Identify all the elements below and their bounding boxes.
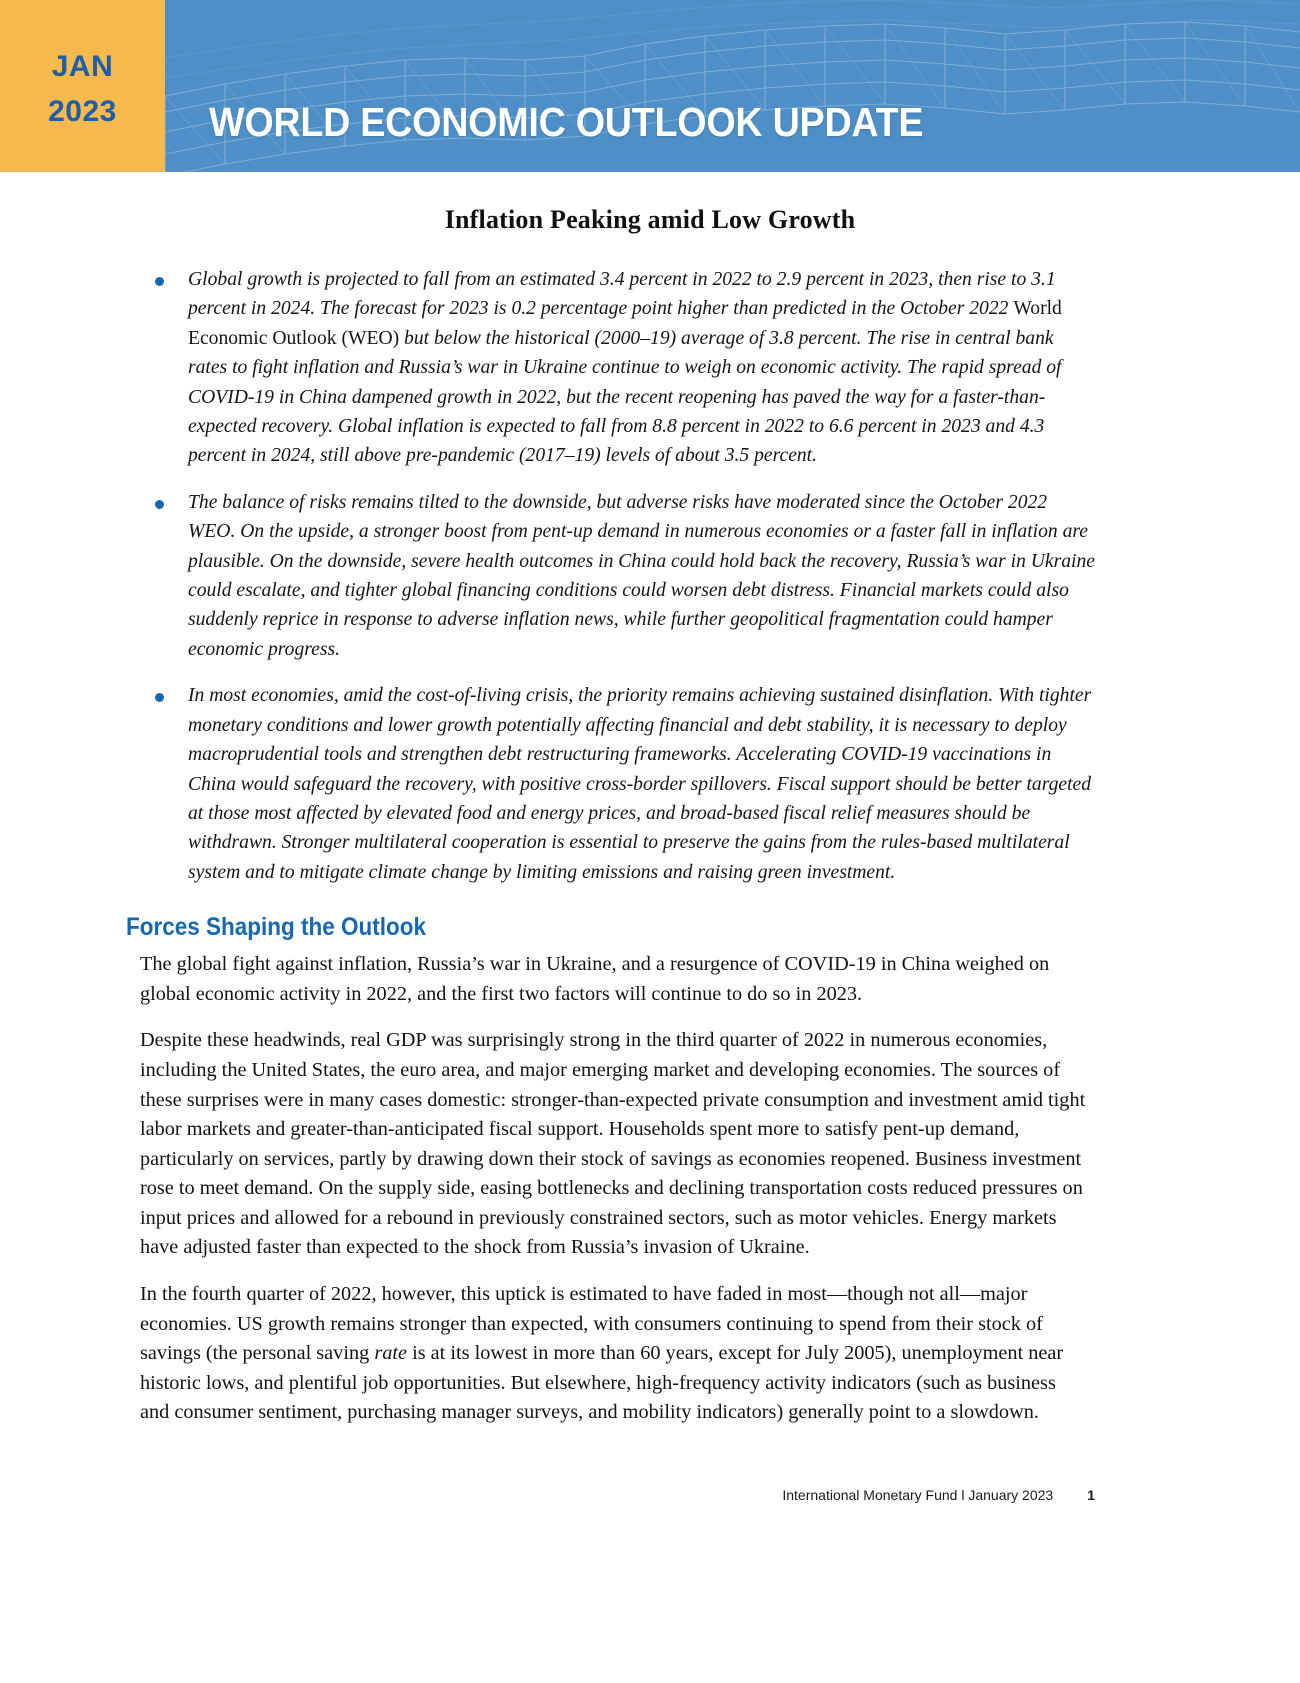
banner-title: WORLD ECONOMIC OUTLOOK UPDATE — [209, 99, 924, 145]
key-points-list — [0, 265, 1300, 887]
wireframe-mesh-graphic — [165, 0, 1300, 172]
list-item — [0, 488, 1300, 664]
banner-main — [165, 0, 1300, 172]
body-paragraph-3 — [0, 1280, 1300, 1428]
body-paragraph-2: Despite these headwinds, real GDP was surprisingly strong in the third quarter of 2022 in numerous economies, including the United States, the euro area, and major emerging market and developing economies. The sources of these surprises were in many cases domestic: stronger-than-expected private consumption and investment amid tight labor markets and greater-than-anticipated fiscal support. Households spent more to satisfy pent-up demand, particularly on services, partly by drawing down their stock of savings as economies reopened. Business investment rose to meet demand. On the supply side, easing bottlenecks and declining transportation costs reduced pressures on input prices and allowed for a rebound in previously constrained sectors, such as motor vehicles. Energy markets have adjusted faster than expected to the shock from Russia’s invasion of Ukraine. — [140, 1029, 1086, 1259]
list-item — [0, 681, 1300, 887]
bullet-text-3: In most economies, amid the cost-of-living crisis, the priority remains achieving sustained disinflation. With tighter monetary conditions and lower growth potentially affecting financial and debt stability, it is necessary to deploy macroprudential tools and strengthen debt restructuring frameworks. Accelerating COVID-19 vaccinations in China would safeguard the recovery, with positive cross-border spillovers. Fiscal support should be better targeted at those most affected by elevated food and energy prices, and broad-based fiscal relief measures should be withdrawn. Stronger multilateral cooperation is essential to preserve the gains from the rules-based multilateral system and to mitigate climate change by limiting emissions and raising green investment. — [188, 685, 1092, 883]
banner-year: 2023 — [48, 95, 117, 128]
para3-part1: In the fourth quarter of 2022, however, this uptick is estimated to have faded in most—though not all—major economies. US growth remains stronger than expected, with consumers continuing to spend from their stock of savings (the personal saving — [140, 1283, 1043, 1365]
page-title: Inflation Peaking amid Low Growth — [444, 205, 856, 234]
para3-part2: is at its lowest in more than 60 years, except for July 2005), unemployment near historic lows, and plentiful job opportunities. But elsewhere, high-frequency activity indicators (such as business and consumer sentiment, purchasing manager surveys, and mobility indicators) generally point to a slowdown. — [140, 1342, 1064, 1424]
banner-month: JAN — [51, 50, 114, 83]
bullet-1-part2: but below the historical (2000–19) average of 3.8 percent. The rise in central bank rates to fight inflation and Russia’s war in Ukraine continue to weigh on economic activity. The rapid spread of COVID-19 in China dampened growth in 2022, but the recent reopening has paved the way for a faster-than-expected recovery. Global inflation is expected to fall from 8.8 percent in 2022 to 6.6 percent in 2023 and 4.3 percent in 2024, still above pre-pandemic (2017–19) levels of about 3.5 percent. — [188, 327, 1062, 467]
footer-text: International Monetary Fund l January 2023 — [782, 1487, 1054, 1503]
body-paragraph-1: The global fight against inflation, Russia’s war in Ukraine, and a resurgence of COVID-19 in China weighed on global economic activity in 2022, and the first two factors will continue to do so in 2023. — [140, 953, 1050, 1005]
banner-date-block — [0, 0, 165, 172]
bullet-1-roman: World Economic Outlook (WEO) — [188, 298, 1062, 349]
page-footer — [0, 1487, 1300, 1503]
list-item — [0, 265, 1300, 471]
document-content — [0, 205, 1300, 1428]
bullet-text-2: The balance of risks remains tilted to the downside, but adverse risks have moderated since the October 2022 WEO. On the upside, a stronger boost from pent-up demand in numerous economies or a faster fall in inflation are plausible. On the downside, severe health outcomes in China could hold back the recovery, Russia’s war in Ukraine could escalate, and tighter global financing conditions could worsen debt distress. Financial markets could also suddenly reprice in response to adverse inflation news, while further geopolitical fragmentation could hamper economic progress. — [188, 491, 1095, 660]
page-number: 1 — [1087, 1487, 1095, 1503]
section-heading: Forces Shaping the Outlook — [126, 913, 427, 942]
header-banner — [0, 0, 1300, 172]
bullet-text-1 — [188, 265, 1095, 471]
para3-italic: rate — [374, 1342, 407, 1365]
bullet-1-part1: Global growth is projected to fall from an estimated 3.4 percent in 2022 to 2.9 percent in 2023, then rise to 3.1 percent in 2024. The forecast for 2023 is 0.2 percentage point higher than predicted in the October 2022 — [188, 269, 1056, 320]
